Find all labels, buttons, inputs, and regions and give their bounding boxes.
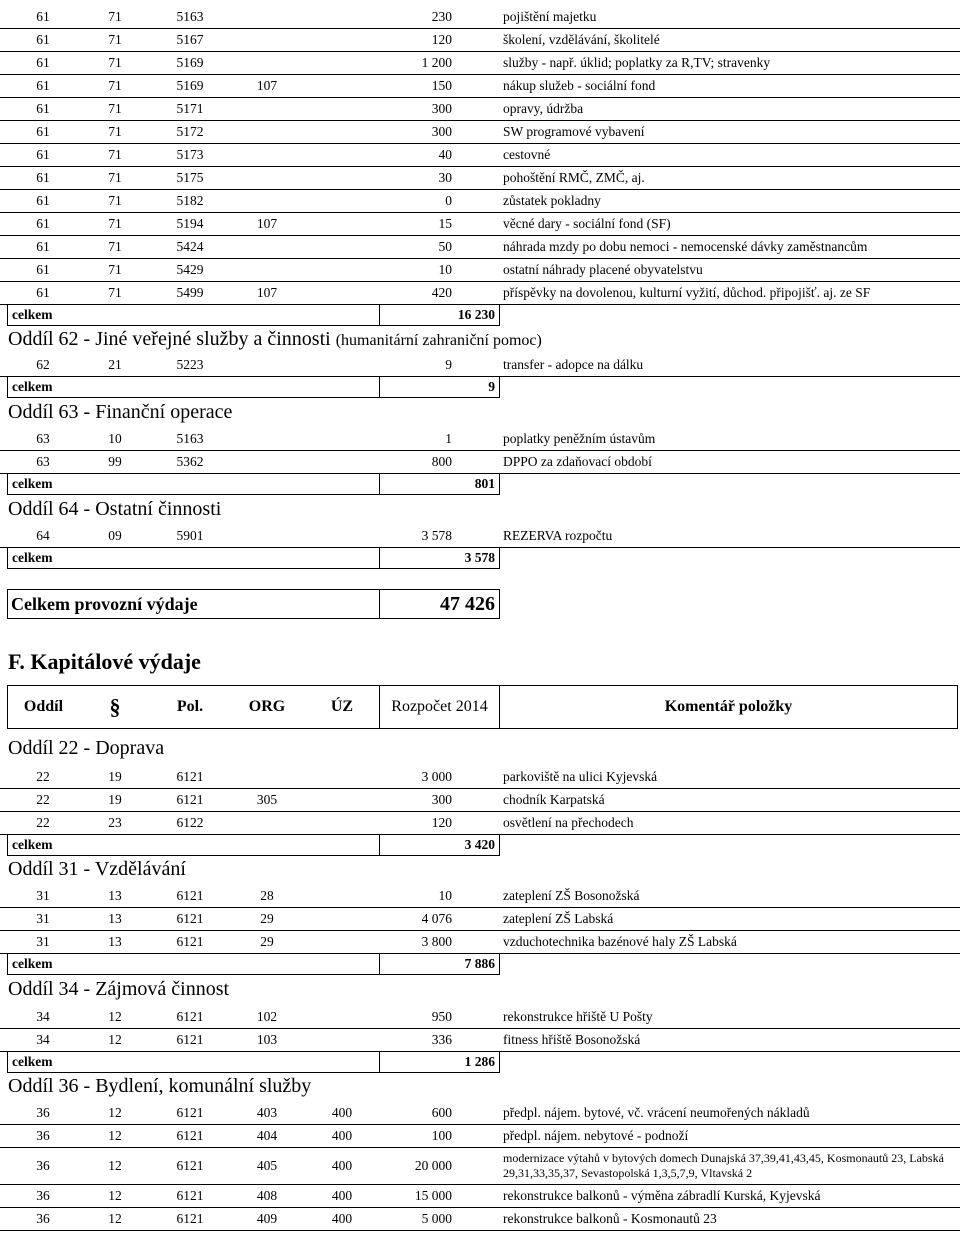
value-cell: 120 — [431, 815, 452, 830]
total-value: 3 578 — [379, 547, 500, 569]
uz-cell: 400 — [331, 1128, 353, 1143]
section-title — [8, 858, 186, 881]
uz-cell — [305, 144, 379, 166]
table-row — [0, 236, 960, 259]
value-cell: 3 578 — [421, 528, 452, 543]
table-row — [0, 98, 960, 121]
uz-cell: 400 — [331, 1211, 353, 1226]
table-row — [0, 1208, 960, 1231]
uz-cell — [305, 121, 379, 143]
header-comment: Komentář položky — [500, 685, 958, 729]
header-item: Pol. — [151, 685, 229, 729]
comment-cell: DPPO za zdaňovací období — [503, 454, 652, 469]
paragraph-cell: 71 — [108, 285, 122, 300]
table-row — [0, 885, 960, 908]
item-cell: 6121 — [176, 1211, 204, 1226]
org-cell — [229, 236, 305, 258]
paragraph-cell: 71 — [108, 124, 122, 139]
org-cell — [229, 144, 305, 166]
uz-cell — [305, 282, 379, 304]
comment-cell: fitness hřiště Bosonožská — [503, 1032, 641, 1047]
uz-cell — [305, 98, 379, 120]
uz-cell — [305, 428, 379, 450]
comment-cell: SW programové vybavení — [503, 124, 645, 139]
value-cell: 300 — [431, 792, 452, 807]
org-cell — [229, 121, 305, 143]
paragraph-cell: 12 — [108, 1105, 122, 1120]
org-cell: 29 — [260, 911, 274, 926]
comment-cell: náhrada mzdy po dobu nemoci - nemocenské dávky zaměstnancům — [503, 239, 868, 254]
item-cell: 5362 — [176, 454, 204, 469]
uz-cell: 400 — [331, 1158, 353, 1173]
value-cell: 3 000 — [421, 769, 452, 784]
org-cell — [229, 52, 305, 74]
comment-cell: osvětlení na přechodech — [503, 815, 634, 830]
table-row — [0, 354, 960, 377]
paragraph-cell: 13 — [108, 911, 122, 926]
item-cell: 5173 — [176, 147, 204, 162]
uz-cell — [305, 29, 379, 51]
table-row — [0, 1029, 960, 1052]
table-row — [0, 213, 960, 236]
uz-cell — [305, 766, 379, 788]
total-label: celkem — [7, 1051, 379, 1073]
comment-cell: nákup služeb - sociální fond — [503, 78, 656, 93]
org-cell: 107 — [256, 285, 278, 300]
uz-cell — [305, 885, 379, 907]
uz-cell — [305, 354, 379, 376]
item-cell: 5171 — [176, 101, 204, 116]
paragraph-cell: 12 — [108, 1032, 122, 1047]
paragraph-cell: 12 — [108, 1128, 122, 1143]
section-title-main: Oddíl 36 - Bydlení, komunální služby — [8, 1075, 312, 1097]
oddil-cell: 64 — [36, 528, 50, 543]
table-row — [0, 525, 960, 548]
total-row — [0, 953, 960, 975]
table-row — [0, 1125, 960, 1148]
item-cell: 6121 — [176, 934, 204, 949]
item-cell: 5169 — [176, 55, 204, 70]
uz-cell — [305, 812, 379, 834]
item-cell: 6121 — [176, 1188, 204, 1203]
item-cell: 6121 — [176, 769, 204, 784]
item-cell: 6121 — [176, 911, 204, 926]
value-cell: 20 000 — [414, 1158, 452, 1173]
header-uz: ÚZ — [305, 685, 379, 729]
item-cell: 5163 — [176, 431, 204, 446]
section-title — [8, 1075, 311, 1098]
paragraph-cell: 71 — [108, 239, 122, 254]
oddil-cell: 22 — [36, 815, 50, 830]
oddil-cell: 34 — [36, 1009, 50, 1024]
section-title — [8, 401, 232, 424]
grand-total-row — [0, 589, 960, 619]
item-cell: 6121 — [176, 792, 204, 807]
comment-cell: chodník Karpatská — [503, 792, 605, 807]
oddil-cell: 36 — [36, 1158, 50, 1173]
org-cell — [229, 525, 305, 547]
value-cell: 15 — [438, 216, 452, 231]
comment-cell: rekonstrukce hřiště U Pošty — [503, 1009, 653, 1024]
grand-total-value: 47 426 — [379, 589, 500, 619]
org-cell — [229, 167, 305, 189]
oddil-cell: 61 — [36, 285, 50, 300]
oddil-cell: 63 — [36, 454, 50, 469]
paragraph-cell: 71 — [108, 147, 122, 162]
value-cell: 1 — [445, 431, 452, 446]
comment-cell: transfer - adopce na dálku — [503, 357, 644, 372]
paragraph-cell: 71 — [108, 101, 122, 116]
paragraph-cell: 99 — [108, 454, 122, 469]
section-title-main: Oddíl 62 - Jiné veřejné služby a činnosti — [8, 328, 331, 350]
table-row — [0, 789, 960, 812]
comment-cell: ostatní náhrady placené obyvatelstvu — [503, 262, 703, 277]
value-cell: 150 — [431, 78, 452, 93]
section-title — [8, 328, 542, 351]
oddil-cell: 61 — [36, 170, 50, 185]
value-cell: 420 — [431, 285, 452, 300]
grand-total-label: Celkem provozní výdaje — [7, 589, 379, 619]
total-row — [0, 376, 960, 398]
oddil-cell: 63 — [36, 431, 50, 446]
paragraph-cell: 23 — [108, 815, 122, 830]
comment-cell: pojištění majetku — [503, 9, 597, 24]
paragraph-cell: 71 — [108, 32, 122, 47]
section-title — [8, 978, 229, 1001]
paragraph-cell: 71 — [108, 78, 122, 93]
uz-cell: 400 — [331, 1105, 353, 1120]
total-row — [0, 473, 960, 495]
comment-cell: rekonstrukce balkonů - výměna zábradlí Kurská, Kyjevská — [503, 1188, 821, 1203]
table-row — [0, 1102, 960, 1125]
org-cell: 403 — [256, 1105, 278, 1120]
item-cell: 6121 — [176, 1105, 204, 1120]
oddil-cell: 22 — [36, 792, 50, 807]
paragraph-cell: 13 — [108, 934, 122, 949]
item-cell: 5167 — [176, 32, 204, 47]
uz-cell — [305, 525, 379, 547]
comment-cell: školení, vzdělávání, školitelé — [503, 32, 660, 47]
section-title — [8, 737, 164, 760]
table-row — [0, 1185, 960, 1208]
paragraph-cell: 71 — [108, 170, 122, 185]
section-title — [8, 498, 221, 521]
paragraph-cell: 21 — [108, 357, 122, 372]
table-row — [0, 1148, 960, 1185]
comment-cell: vzduchotechnika bazénové haly ZŠ Labská — [503, 934, 737, 949]
org-cell: 28 — [260, 888, 274, 903]
value-cell: 10 — [438, 262, 452, 277]
org-cell: 408 — [256, 1188, 278, 1203]
oddil-cell: 61 — [36, 147, 50, 162]
comment-cell: poplatky peněžním ústavům — [503, 431, 656, 446]
section-title-main: Oddíl 34 - Zájmová činnost — [8, 978, 230, 1000]
table-row — [0, 1006, 960, 1029]
table-row — [0, 451, 960, 474]
total-label: celkem — [7, 304, 379, 326]
total-row — [0, 834, 960, 856]
item-cell: 6121 — [176, 1009, 204, 1024]
section-title-main: Oddíl 63 - Finanční operace — [8, 401, 233, 423]
uz-cell — [305, 1006, 379, 1028]
paragraph-cell: 71 — [108, 9, 122, 24]
item-cell: 6121 — [176, 1032, 204, 1047]
uz-cell — [305, 931, 379, 953]
comment-cell: rekonstrukce balkonů - Kosmonautů 23 — [503, 1211, 717, 1226]
org-cell: 107 — [256, 216, 278, 231]
oddil-cell: 34 — [36, 1032, 50, 1047]
oddil-cell: 31 — [36, 911, 50, 926]
oddil-cell: 36 — [36, 1105, 50, 1120]
total-row — [0, 547, 960, 569]
item-cell: 5499 — [176, 285, 204, 300]
table-row — [0, 167, 960, 190]
capital-title: F. Kapitálové výdaje — [8, 649, 201, 674]
table-row — [0, 259, 960, 282]
item-cell: 6121 — [176, 1158, 204, 1173]
uz-cell — [305, 908, 379, 930]
section-subtitle: (humanitární zahraniční pomoc) — [335, 332, 542, 349]
org-cell — [229, 98, 305, 120]
table-row — [0, 29, 960, 52]
uz-cell — [305, 1029, 379, 1051]
total-label: celkem — [7, 473, 379, 495]
oddil-cell: 31 — [36, 888, 50, 903]
section-title-main: Oddíl 22 - Doprava — [8, 737, 165, 759]
comment-cell: předpl. nájem. nebytové - podnoží — [503, 1128, 689, 1143]
table-row — [0, 908, 960, 931]
oddil-cell: 61 — [36, 9, 50, 24]
value-cell: 336 — [431, 1032, 452, 1047]
item-cell: 6122 — [176, 815, 204, 830]
item-cell: 5424 — [176, 239, 204, 254]
paragraph-cell: 12 — [108, 1009, 122, 1024]
header-oddil: Oddíl — [7, 685, 79, 729]
table-row — [0, 144, 960, 167]
header-org: ORG — [229, 685, 305, 729]
paragraph-cell: 13 — [108, 888, 122, 903]
comment-cell: věcné dary - sociální fond (SF) — [503, 216, 671, 231]
item-cell: 5169 — [176, 78, 204, 93]
oddil-cell: 61 — [36, 78, 50, 93]
paragraph-cell: 12 — [108, 1211, 122, 1226]
paragraph-cell: 09 — [108, 528, 122, 543]
uz-cell — [305, 451, 379, 473]
org-cell — [229, 190, 305, 212]
org-cell: 102 — [256, 1009, 278, 1024]
value-cell: 950 — [431, 1009, 452, 1024]
value-cell: 40 — [438, 147, 452, 162]
value-cell: 300 — [431, 101, 452, 116]
header-paragraph: § — [79, 685, 151, 729]
oddil-cell: 62 — [36, 357, 50, 372]
value-cell: 0 — [445, 193, 452, 208]
item-cell: 6121 — [176, 888, 204, 903]
comment-text: modernizace výtahů v bytových domech Dunajská 37,39,41,43,45, Kosmonautů 23, Labská 29,31,33,35,37, Sevastopolská 1,3,5,7,9, Vltavská 2 — [503, 1151, 944, 1180]
comment-cell: zateplení ZŠ Labská — [503, 911, 614, 926]
value-cell: 10 — [438, 888, 452, 903]
value-cell: 300 — [431, 124, 452, 139]
item-cell: 5223 — [176, 357, 204, 372]
table-row — [0, 121, 960, 144]
oddil-cell: 31 — [36, 934, 50, 949]
table-row — [0, 428, 960, 451]
total-value: 9 — [379, 376, 500, 398]
org-cell: 103 — [256, 1032, 278, 1047]
table-header — [0, 685, 960, 729]
comment-cell: zateplení ZŠ Bosonožská — [503, 888, 640, 903]
section-title-main: Oddíl 31 - Vzdělávání — [8, 858, 186, 880]
comment-cell: služby - např. úklid; poplatky za R,TV; stravenky — [503, 55, 771, 70]
comment-cell: zůstatek pokladny — [503, 193, 601, 208]
org-cell — [229, 451, 305, 473]
comment-cell: REZERVA rozpočtu — [503, 528, 613, 543]
org-cell — [229, 766, 305, 788]
item-cell: 5429 — [176, 262, 204, 277]
total-row — [0, 1051, 960, 1073]
item-cell: 6121 — [176, 1128, 204, 1143]
paragraph-cell: 19 — [108, 792, 122, 807]
uz-cell — [305, 52, 379, 74]
table-row — [0, 190, 960, 213]
value-cell: 50 — [438, 239, 452, 254]
org-cell: 305 — [256, 792, 278, 807]
uz-cell: 400 — [331, 1188, 353, 1203]
oddil-cell: 61 — [36, 239, 50, 254]
table-row — [0, 6, 960, 29]
org-cell: 405 — [256, 1158, 278, 1173]
value-cell: 120 — [431, 32, 452, 47]
uz-cell — [305, 167, 379, 189]
item-cell: 5175 — [176, 170, 204, 185]
uz-cell — [305, 236, 379, 258]
value-cell: 800 — [431, 454, 452, 469]
total-label: celkem — [7, 834, 379, 856]
total-value: 801 — [379, 473, 500, 495]
oddil-cell: 36 — [36, 1128, 50, 1143]
uz-cell — [305, 190, 379, 212]
value-cell: 9 — [445, 357, 452, 372]
item-cell: 5182 — [176, 193, 204, 208]
oddil-cell: 36 — [36, 1211, 50, 1226]
total-value: 7 886 — [379, 953, 500, 975]
header-budget: Rozpočet 2014 — [379, 685, 500, 729]
table-row — [0, 812, 960, 835]
oddil-cell: 36 — [36, 1188, 50, 1203]
paragraph-cell: 71 — [108, 216, 122, 231]
oddil-cell: 61 — [36, 32, 50, 47]
total-label: celkem — [7, 547, 379, 569]
value-cell: 600 — [431, 1105, 452, 1120]
uz-cell — [305, 259, 379, 281]
uz-cell — [305, 75, 379, 97]
paragraph-cell: 71 — [108, 262, 122, 277]
item-cell: 5172 — [176, 124, 204, 139]
table-row — [0, 75, 960, 98]
oddil-cell: 22 — [36, 769, 50, 784]
uz-cell — [305, 213, 379, 235]
comment-cell: opravy, údržba — [503, 101, 584, 116]
comment-cell: předpl. nájem. bytové, vč. vrácení neumořených nákladů — [503, 1105, 810, 1120]
comment-cell: pohoštění RMČ, ZMČ, aj. — [503, 170, 645, 185]
value-cell: 100 — [431, 1128, 452, 1143]
uz-cell — [305, 6, 379, 28]
paragraph-cell: 71 — [108, 55, 122, 70]
total-label: celkem — [7, 376, 379, 398]
org-cell: 404 — [256, 1128, 278, 1143]
value-cell: 15 000 — [414, 1188, 452, 1203]
table-row — [0, 766, 960, 789]
paragraph-cell: 12 — [108, 1158, 122, 1173]
oddil-cell: 61 — [36, 216, 50, 231]
value-cell: 230 — [431, 9, 452, 24]
paragraph-cell: 71 — [108, 193, 122, 208]
oddil-cell: 61 — [36, 262, 50, 277]
org-cell: 107 — [256, 78, 278, 93]
comment-cell: parkoviště na ulici Kyjevská — [503, 769, 658, 784]
comment-cell: příspěvky na dovolenou, kulturní vyžití, důchod. připojišť. aj. ze SF — [503, 285, 871, 300]
paragraph-cell: 12 — [108, 1188, 122, 1203]
table-row — [0, 931, 960, 954]
total-value: 3 420 — [379, 834, 500, 856]
org-cell: 409 — [256, 1211, 278, 1226]
item-cell: 5194 — [176, 216, 204, 231]
paragraph-cell: 10 — [108, 431, 122, 446]
value-cell: 30 — [438, 170, 452, 185]
table-row — [0, 52, 960, 75]
org-cell: 29 — [260, 934, 274, 949]
comment-cell: cestovné — [503, 147, 551, 162]
oddil-cell: 61 — [36, 193, 50, 208]
comment-cell — [500, 1148, 958, 1184]
oddil-cell: 61 — [36, 55, 50, 70]
value-cell: 1 200 — [421, 55, 452, 70]
org-cell — [229, 354, 305, 376]
section-title-main: Oddíl 64 - Ostatní činnosti — [8, 498, 222, 520]
value-cell: 3 800 — [421, 934, 452, 949]
org-cell — [229, 428, 305, 450]
total-value: 16 230 — [379, 304, 500, 326]
item-cell: 5901 — [176, 528, 204, 543]
value-cell: 4 076 — [421, 911, 452, 926]
paragraph-cell: 19 — [108, 769, 122, 784]
total-row — [0, 304, 960, 326]
org-cell — [229, 6, 305, 28]
oddil-cell: 61 — [36, 124, 50, 139]
total-label: celkem — [7, 953, 379, 975]
total-value: 1 286 — [379, 1051, 500, 1073]
oddil-cell: 61 — [36, 101, 50, 116]
org-cell — [229, 29, 305, 51]
org-cell — [229, 259, 305, 281]
org-cell — [229, 812, 305, 834]
table-row — [0, 282, 960, 305]
item-cell: 5163 — [176, 9, 204, 24]
value-cell: 5 000 — [421, 1211, 452, 1226]
uz-cell — [305, 789, 379, 811]
